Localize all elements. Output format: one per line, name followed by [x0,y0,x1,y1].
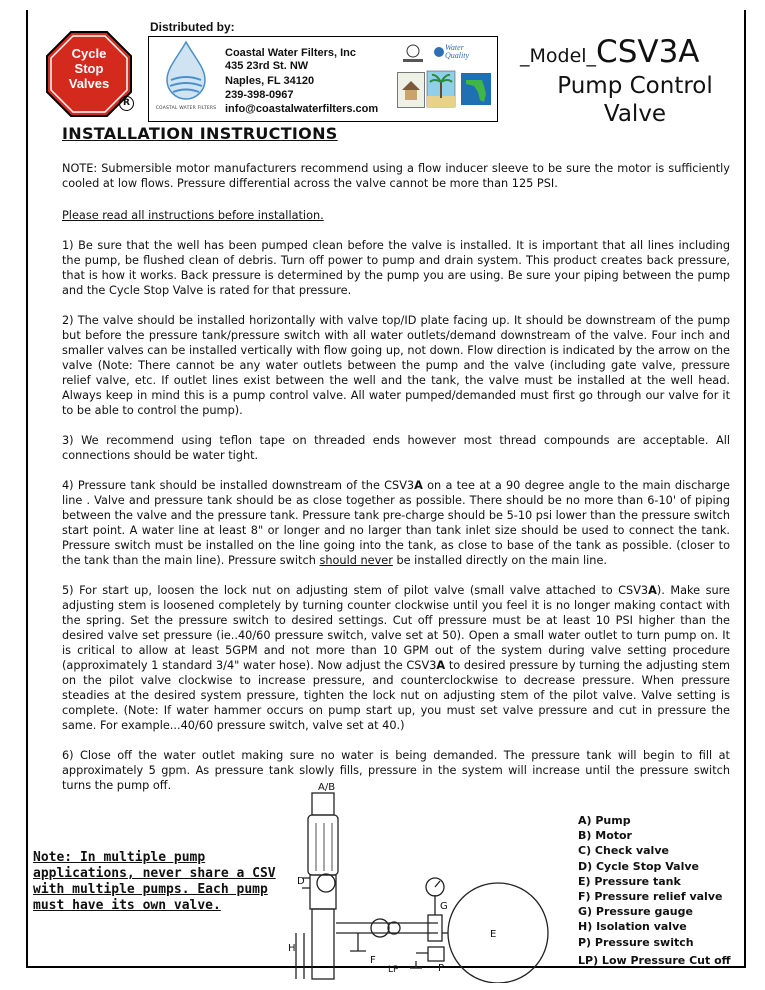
logo-line-3: Valves [68,76,110,91]
step-4-model-suffix: A [414,479,423,492]
product-title-line-1: Pump Control [557,73,713,99]
legend-item: B) Motor [578,829,632,843]
multiple-pump-note: Note: In multiple pump applications, never share a CSV with multiple pumps. Each pump must have its own valve. [33,850,276,913]
water-quality-text: Water Quality [445,43,469,60]
house-icon [398,73,424,107]
legend-item: G) Pressure gauge [578,905,693,919]
water-quality-logo [432,42,480,66]
diagram-label-lp: LP [388,965,399,975]
diagram-label-ab: A/B [318,782,336,793]
legend-item: C) Check valve [578,844,669,858]
step-5-model-suffix-2: A [436,659,446,672]
step-5-text-e: to desired pressure by turning the adjusting stem on the pilot valve clockwise to increase pressure, and counterclockwise to decrease pressure. When pressure steadies at the desired system pressure, tighten the lock nut on adjusting stem of the pilot valve. Valve setting is complete. (Note: If water hammer occurs on pump start up, you must set valve pressure and cut in pressure the same. For example...40/60 pressure switch, valve set at 40.) [62,659,730,732]
step-5-text-a: 5) For start up, loosen the lock nut on adjusting stem of pilot valve (small valve attached to CSV3 [62,584,649,597]
association-logo-4 [460,72,492,106]
legend-item: H) Isolation valve [578,920,687,934]
step-5-text-c: ). Make sure adjusting stem is loosened completely by turning counter clockwise until you feel it is no longer making contact with the spring. Set the pressure switch to desired settings. Cut off pressure must be at least 10 PSI higher than the desired valve set pressure (ie..40/60 pressure switch, valve set at 50). Open a small water outlet to turn pump on. It is critical to allow at least 5GPM and not more than 10 GPM out of the system during valve setting procedure (approximately 1 standard 3/4" water hose). Now adjust the CSV3 [62,584,730,672]
diagram-legend [578,813,731,968]
step-4-text-a: 4) Pressure tank should be installed downstream of the CSV3 [62,479,415,492]
installation-heading: INSTALLATION INSTRUCTIONS [62,124,338,143]
registered-mark: R [119,96,134,111]
step-4-paragraph [62,478,730,568]
step-1-paragraph: 1) Be sure that the well has been pumped clean before the valve is installed. It is important that all lines including the pump, be flushed clean of debris. Turn off power to pump and drain system. This product creates back pressure, that is how it works. Back pressure is determined by the pump you are using. Be sure your piping between the pump and the Cycle Stop Valve is rated for that pressure. [62,239,730,297]
diagram-label-e: E [490,929,497,940]
step-3-paragraph: 3) We recommend using teflon tape on threaded ends however most thread compounds are acceptable. All connections should be water tight. [62,434,730,462]
company-phone: 239-398-0967 [225,89,294,101]
palm-tree-icon [426,70,456,108]
legend-item: F) Pressure relief valve [578,890,723,904]
diagram-label-g: G [440,901,448,912]
legend-item: D) Cycle Stop Valve [578,859,699,873]
logo-line-2: Stop [74,61,104,76]
badge-icon [397,42,429,64]
model-label: _Model_ [520,45,597,67]
step-2-paragraph: 2) The valve should be installed horizontally with valve top/ID plate facing up. It should be downstream of the pump but before the pressure tank/pressure switch with all water outlets/demand downstream of the valve. Four inch and smaller valves can be installed vertically with flow going up, not down. Flow direction is indicated by the arrow on the valve (Note: There cannot be any water outlets between the pump and the valve (including gate valve, pressure relief valve, etc. If outlet lines exist between the well and the tank, the valve must be installed at the well head. Always keep in mind this is a pump control valve. All water pumped/demanded must first go through our valve for it to be able to control the pump). [62,314,730,417]
company-email[interactable]: info@coastalwaterfilters.com [225,103,379,115]
association-logo-1 [397,42,429,64]
legend-item: A) Pump [578,814,631,827]
florida-map-icon [460,72,492,106]
read-all-line: Please read all instructions before installation. [62,209,324,222]
step-4-text-e: be installed directly on the main line. [392,554,608,567]
step-6-paragraph: 6) Close off the water outlet making sure no water is being demanded. The pressure tank will begin to fill at approximately 5 gpm. As pressure tank slowly fills, pressure in the system will increase until the pressure switch turns the pump off. [62,749,730,792]
step-5-paragraph [62,583,730,733]
diagram-label-f: F [370,955,376,966]
step-4-should-never: should never [319,554,393,567]
diagram-label-h: H [288,943,296,954]
company-name: Coastal Water Filters, Inc [225,47,357,59]
legend-item: P) Pressure switch [578,935,694,949]
installation-diagram [288,783,578,983]
step-5-model-suffix-1: A [648,584,657,597]
association-logo-2 [397,72,425,108]
model-heading [520,34,700,70]
water-drop-icon [155,40,217,102]
diagram-label-p: P [438,963,445,974]
association-logo-3 [426,70,456,108]
distributed-by-label: Distributed by: [150,20,235,34]
legend-item: LP) Low Pressure Cut off [578,953,731,967]
company-city: Naples, FL 34120 [225,75,315,87]
water-drop-logo-caption: COASTAL WATER FILTERS [155,106,217,111]
pump-system-diagram-icon [288,783,578,983]
diagram-label-d: D [297,876,305,887]
model-number: CSV3A [596,34,700,70]
logo-line-1: Cycle [71,46,107,61]
step-4-text-c: on a tee at a 90 degree angle to the main discharge line . Valve and pressure tank should be as close together as possible. There should be no more than 6-10' of piping between the valve and the pressure tank. Pressure tank pre-charge should be 5-10 psi lower than the pressure switch start point. A water line at least 8" or longer and no larger than tank inlet size should be used to connect the tank. Pressure switch must be installed on the line going into the tank, as close to base of the tank as possible. (closer to the tank than the main line). Pressure switch [62,479,730,567]
water-drop-logo [155,40,217,112]
note-paragraph: NOTE: Submersible motor manufacturers recommend using a flow inducer sleeve to be sure the motor is sufficiently cooled at low flows. Pressure differential across the valve cannot be more than 125 PSI. [62,162,730,190]
company-street: 435 23rd St. NW [225,60,309,72]
product-title-line-2: Valve [603,101,667,127]
legend-item: E) Pressure tank [578,874,681,888]
